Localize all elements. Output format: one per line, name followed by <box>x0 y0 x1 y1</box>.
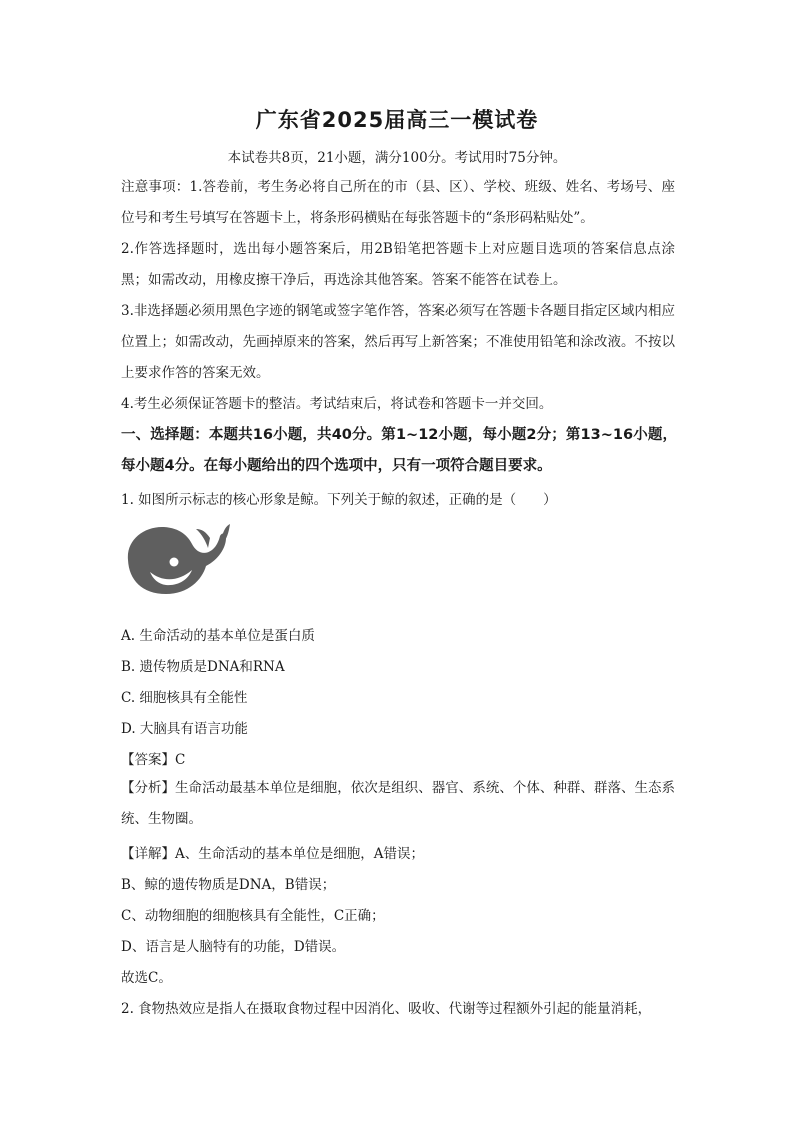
option-c: C. 细胞核具有全能性 <box>121 690 248 706</box>
conclusion-line: 故选C。 <box>121 970 172 986</box>
exam-info: 本试卷共8页，21小题，满分100分。考试用时75分钟。 <box>227 150 567 166</box>
detail-line-3: C、动物细胞的细胞核具有全能性，C正确； <box>121 908 385 924</box>
option-d: D. 大脑具有语言功能 <box>121 721 248 737</box>
option-a: A. 生命活动的基本单位是蛋白质 <box>121 628 315 644</box>
notice-item-2: 2.作答选择题时，选出每小题答案后，用2B铅笔把答题卡上对应题目选项的答案信息点涂黑；如需改动，用橡皮擦干净后，再选涂其他答案。答案不能答在试卷上。 <box>121 241 675 288</box>
notice-item-4: 4.考生必须保证答题卡的整洁。考试结束后，将试卷和答题卡一并交回。 <box>121 396 553 412</box>
detail-line-1: 【详解】A、生命活动的基本单位是细胞，A错误； <box>121 846 424 862</box>
page-title: 广东省2025届高三一模试卷 <box>255 108 539 132</box>
section-heading: 一、选择题：本题共16小题，共40分。第1~12小题，每小题2分；第13~16小题，每小题4分。在每小题给出的四个选项中，只有一项符合题目要求。 <box>121 427 677 474</box>
notice-item-1: 注意事项：1.答卷前，考生务必将自己所在的市（县、区）、学校、班级、姓名、考场号、座位号和考生号填写在答题卡上，将条形码横贴在每张答题卡的“条形码粘贴处”。 <box>121 179 675 226</box>
whale-logo-icon <box>122 522 230 598</box>
analysis-text: 【分析】生命活动最基本单位是细胞，依次是组织、器官、系统、个体、种群、群落、生态系统、生物圈。 <box>121 780 675 827</box>
question-2-stem: 2. 食物热效应是指人在摄取食物过程中因消化、吸收、代谢等过程额外引起的能量消耗， <box>121 1001 652 1017</box>
option-b: B. 遗传物质是DNA和RNA <box>121 659 285 675</box>
answer-label: 【答案】C <box>121 752 186 768</box>
question-1-stem: 1. 如图所示标志的核心形象是鲸。下列关于鲸的叙述，正确的是（ ） <box>121 492 557 508</box>
detail-line-2: B、鲸的遗传物质是DNA，B错误； <box>121 877 336 893</box>
notice-item-3: 3.非选择题必须用黑色字迹的钢笔或签字笔作答，答案必须写在答题卡各题目指定区域内相应位置上；如需改动，先画掉原来的答案，然后再写上新答案；不准使用铅笔和涂改液。不按以上要求作答的答案无效。 <box>121 303 675 381</box>
detail-line-4: D、语言是人脑特有的功能，D错误。 <box>121 939 346 955</box>
